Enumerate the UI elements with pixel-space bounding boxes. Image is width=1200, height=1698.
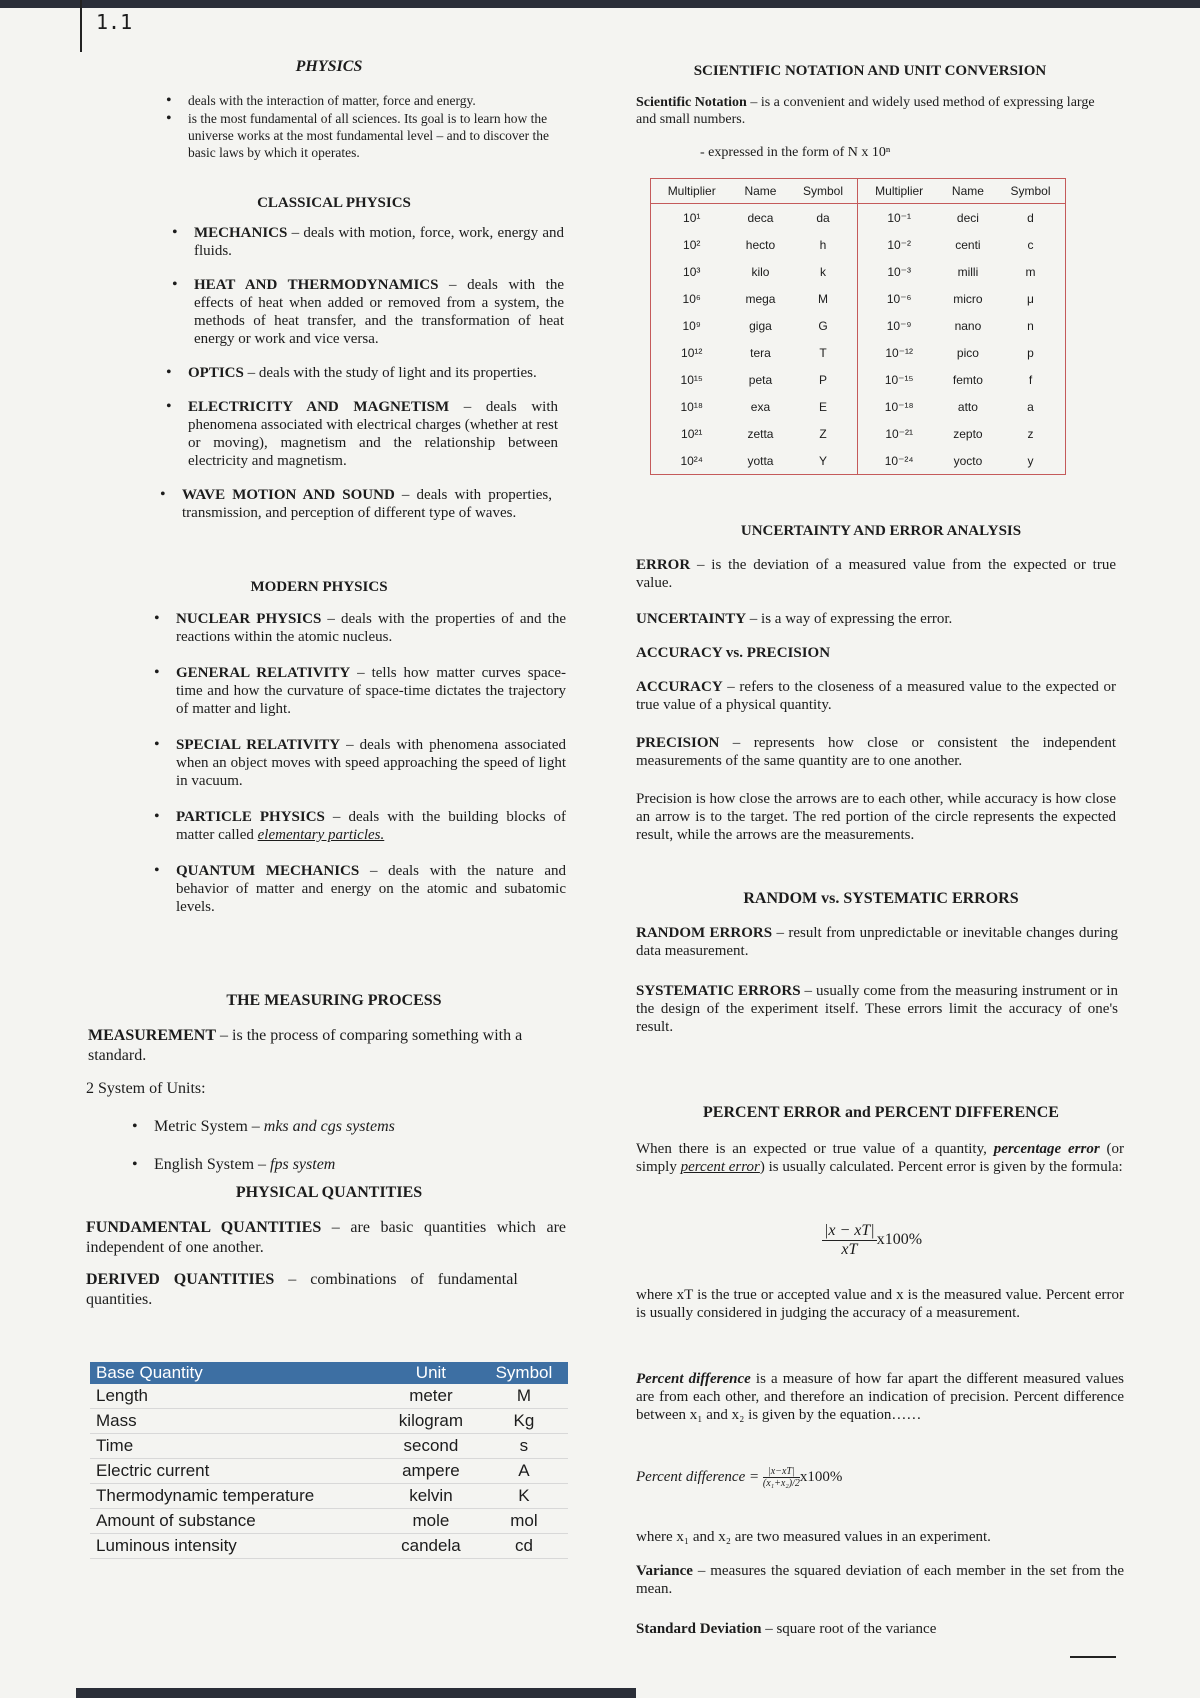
table-cell: 10⁻¹² [858,339,940,366]
table-cell: tera [750,345,771,360]
table-cell: yocto [953,453,983,468]
table-row [651,258,1066,285]
table-cell: atto [957,399,978,414]
systematic-errors-definition: SYSTEMATIC ERRORS – usually come from the measuring instrument or in the design of the experiment itself. These errors limit the accuracy of one's result. [636,983,1118,1035]
list-item: • HEAT AND THERMODYNAMICS – deals with the effects of heat when added or removed from a system, the methods of heat transfer, and the transformation of heat energy or work and vice versa. [194,276,564,348]
table-cell: P [819,372,828,387]
table-cell: pico [956,345,979,360]
table-cell: T [819,345,827,360]
percent-error-formula: $\frac{|x - xT|}{xT}$ x100% [824,1222,923,1258]
table-row [651,204,1066,232]
table-cell: femto [952,372,983,387]
percent-section [636,1104,1126,1637]
list-item: • is the most fundamental of all sciences. Its goal is to learn how the universe works at the most fundamental level – and to discover the basic laws by which it operates. [188,110,564,161]
table-cell: 10⁻³ [858,258,940,285]
table-cell: micro [953,291,983,306]
error-definition: ERROR – is the deviation of a measured value from the expected or true value. [636,557,1116,591]
table-row [651,447,1066,475]
uncertainty-heading: UNCERTAINTY AND ERROR ANALYSIS [740,523,1022,539]
top-edge-bar [0,0,1200,8]
base-quantity-table [90,1362,568,1559]
std-dev-definition: Standard Deviation – square root of the variance [636,1621,937,1637]
list-item: • NUCLEAR PHYSICS – deals with the properties of and the reactions within the atomic nucleus. [176,610,566,646]
table-cell: zepto [953,426,983,441]
quantities-heading: PHYSICAL QUANTITIES [235,1184,423,1201]
table-cell: k [820,264,826,279]
uncertainty-definition: UNCERTAINTY – is a way of expressing the error. [636,611,953,627]
table-cell: a [1027,399,1034,414]
table-row [651,393,1066,420]
table-cell: 10⁻²¹ [858,420,940,447]
table-cell: deci [956,210,979,225]
table-row: Mass kilogram Kg [90,1409,568,1434]
table-cell: 10¹ [683,210,701,225]
list-item: • PARTICLE PHYSICS – deals with the building blocks of matter called elementary particles. [176,808,566,844]
list-item: • WAVE MOTION AND SOUND – deals with properties, transmission, and perception of different type of waves. [182,486,552,522]
list-item: • QUANTUM MECHANICS – deals with the nature and behavior of matter and energy on the atomic and subatomic levels. [176,862,566,916]
list-item: • Metric System – mks and cgs systems [154,1118,554,1136]
list-item: • English System – fps system [154,1156,554,1174]
table-cell: yotta [747,453,774,468]
table-cell: zetta [747,426,774,441]
table-row: Thermodynamic temperature kelvin K [90,1484,568,1509]
sci-form: - expressed in the form of N x 10ⁿ [700,145,891,160]
accuracy-precision-heading: ACCURACY vs. PRECISION [636,645,831,661]
table-cell: 10³ [683,264,701,279]
table-cell: 10⁻¹⁸ [858,393,940,420]
table-row: Time second s [90,1434,568,1459]
table-cell: 10¹² [681,345,703,360]
table-cell: M [818,291,828,306]
table-cell: peta [748,372,773,387]
multiplier-table [650,178,1066,475]
table-cell: p [1027,345,1034,360]
column-header: Symbol [480,1362,568,1384]
accuracy-definition: ACCURACY – refers to the closeness of a measured value to the expected or true value of a physical quantity. [636,679,1116,713]
list-item: • deals with the interaction of matter, force and energy. [188,92,564,110]
table-cell: n [1027,318,1034,333]
table-cell: kilo [751,264,770,279]
percent-difference-definition: Percent difference is a measure of how far apart the different measured values are from each other, and therefore an indication of precision. Percent difference between x₁ and x₂ is given by the equation…… [636,1371,1125,1423]
percent-difference-where: where x₁ and x₂ are two measured values in an experiment. [636,1529,991,1545]
measuring-heading: THE MEASURING PROCESS [226,992,442,1009]
table-cell: milli [957,264,979,279]
table-cell: 10⁻²⁴ [858,447,940,475]
table-cell: 10⁻⁶ [858,285,940,312]
table-cell: 10¹⁵ [680,372,703,387]
bottom-edge-bar [76,1688,636,1698]
table-cell: h [819,237,827,252]
table-row [651,339,1066,366]
classical-heading: CLASSICAL PHYSICS [257,195,411,211]
table-cell: 10²⁴ [680,453,703,468]
table-cell: 10⁻¹ [858,204,940,232]
table-header-row [90,1362,568,1384]
physics-heading: PHYSICS [295,58,363,75]
column-header: Base Quantity [90,1362,382,1384]
table-cell: μ [1027,291,1034,306]
table-cell: centi [955,237,981,252]
list-item: • OPTICS – deals with the study of light and its properties. [188,364,558,382]
table-cell: c [1027,237,1034,252]
table-cell: G [818,318,828,333]
table-cell: exa [750,399,771,414]
table-cell: giga [749,318,772,333]
modern-list [176,610,566,916]
table-cell: Z [819,426,827,441]
table-cell: 10² [683,237,701,252]
table-row: Electric current ampere A [90,1459,568,1484]
table-cell: nano [954,318,982,333]
table-cell: d [1027,210,1034,225]
errors-section [636,890,1126,1035]
sci-heading: SCIENTIFIC NOTATION AND UNIT CONVERSION [693,63,1047,79]
percent-difference-formula: Percent difference = $\frac{|x-xT|}{\text{(x₁+x₂)/2}}$ x100% [636,1466,843,1489]
signature-line [1070,1656,1116,1658]
table-row: Luminous intensity candela cd [90,1534,568,1559]
margin-rule [80,0,82,52]
percent-error-intro: When there is an expected or true value of a quantity, percentage error (or simply percent error) is usually calculated. Percent error is given by the formula: [636,1141,1124,1175]
table-row [651,231,1066,258]
table-cell: y [1027,453,1034,468]
table-cell: deca [747,210,774,225]
percent-heading: PERCENT ERROR and PERCENT DIFFERENCE [703,1104,1059,1121]
table-cell: hecto [745,237,776,252]
right-column [630,62,1130,160]
physics-bullets [188,92,564,161]
right-column-lower [636,522,1126,843]
table-cell: 10⁻² [858,231,940,258]
table-cell: 10⁻¹⁵ [858,366,940,393]
systems-list [154,1118,554,1174]
percent-error-where: where xT is the true or accepted value and x is the measured value. Percent error is usually considered in judging the accuracy of a measurement. [636,1287,1124,1321]
table-cell: 10⁹ [682,318,701,333]
systems-intro: 2 System of Units: [86,1080,206,1097]
table-cell: f [1028,372,1033,387]
column-header: Unit [382,1362,480,1384]
precision-note: Precision is how close the arrows are to each other, while accuracy is how close an arrow is to the target. The red portion of the circle represents the expected result, while the arrows are the measurements. [636,791,1116,843]
list-item: • SPECIAL RELATIVITY – deals with phenomena associated when an object moves with speed approaching the speed of light in vacuum. [176,736,566,790]
table-cell: 10²¹ [681,426,703,441]
fundamental-definition: FUNDAMENTAL QUANTITIES – are basic quantities which are independent of one another. [86,1219,567,1256]
table-row [651,285,1066,312]
table-cell: 10⁶ [682,291,701,306]
sci-definition: Scientific Notation – is a convenient and widely used method of expressing large and small numbers. [636,95,1095,127]
table-cell: 10¹⁸ [680,399,703,414]
classical-list [182,224,564,522]
measurement-definition: MEASUREMENT – is the process of comparing something with a standard. [88,1027,523,1064]
errors-heading: RANDOM vs. SYSTEMATIC ERRORS [743,890,1019,907]
list-item: • GENERAL RELATIVITY – tells how matter curves space-time and how the curvature of space-time dictates the trajectory of matter and light. [176,664,566,718]
page-number: 1.1 [96,10,133,34]
table-row [651,366,1066,393]
table-cell: z [1027,426,1034,441]
precision-definition: PRECISION – represents how close or consistent the independent measurements of the same quantity are to one another. [636,735,1116,769]
table-row: Length meter M [90,1384,568,1409]
table-cell: 10⁻⁹ [858,312,940,339]
table-row [651,312,1066,339]
derived-definition: DERIVED QUANTITIES – combinations of fundamental quantities. [86,1271,518,1308]
random-errors-definition: RANDOM ERRORS – result from unpredictable or inevitable changes during data measurement. [636,925,1118,959]
table-header-row: Multiplier Name Symbol Multiplier Name Symbol [651,179,1066,204]
list-item: • MECHANICS – deals with motion, force, work, energy and fluids. [194,224,564,260]
table-cell: Y [819,453,828,468]
table-cell: E [819,399,828,414]
table-row: Amount of substance mole mol [90,1509,568,1534]
table-cell: da [816,210,830,225]
list-item: • ELECTRICITY AND MAGNETISM – deals with phenomena associated with electrical charges (whether at rest or moving), magnetism and the relationship between electricity and magnetism. [188,398,558,470]
table-cell: mega [745,291,776,306]
table-row [651,420,1066,447]
modern-heading: MODERN PHYSICS [250,579,388,595]
table-cell: m [1025,264,1036,279]
variance-definition: Variance – measures the squared deviation of each member in the set from the mean. [636,1563,1124,1597]
